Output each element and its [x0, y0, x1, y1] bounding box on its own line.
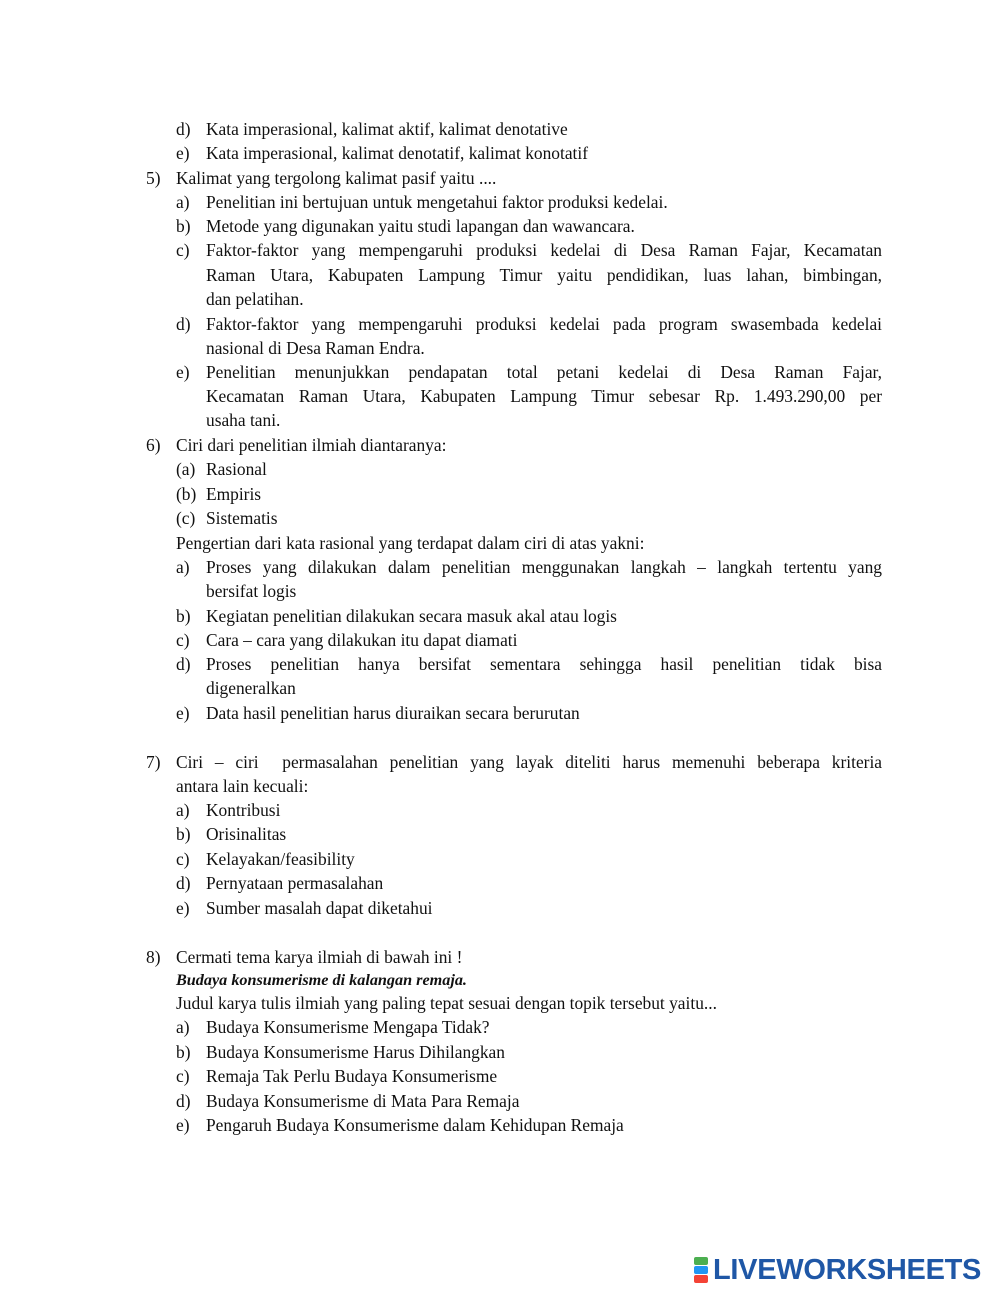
question-number: 8) — [146, 947, 161, 967]
list-label: (b) — [176, 484, 197, 504]
q5-option-d-line1: Faktor-faktor yang mempengaruhi produksi kedelai pada program swasembada kedelai — [206, 314, 882, 334]
q5-option-b: Metode yang digunakan yaitu studi lapangan dan wawancara. — [206, 216, 635, 236]
option-label: b) — [176, 606, 191, 626]
q5-option-c-line1: Faktor-faktor yang mempengaruhi produksi kedelai di Desa Raman Fajar, Kecamatan — [206, 240, 882, 260]
option-label: a) — [176, 192, 190, 212]
list-label: (c) — [176, 508, 196, 528]
option-label: b) — [176, 824, 191, 844]
q8-stem: Cermati tema karya ilmiah di bawah ini ! — [176, 947, 463, 967]
option-label: b) — [176, 1042, 191, 1062]
q6-subquestion: Pengertian dari kata rasional yang terdapat dalam ciri di atas yakni: — [176, 533, 645, 553]
q4-option-d: Kata imperasional, kalimat aktif, kalimat denotative — [206, 119, 568, 139]
q8-option-e: Pengaruh Budaya Konsumerisme dalam Kehidupan Remaja — [206, 1115, 624, 1135]
option-label: c) — [176, 630, 190, 650]
option-label: d) — [176, 654, 191, 674]
option-label: d) — [176, 119, 191, 139]
q8-theme: Budaya konsumerisme di kalangan remaja. — [176, 971, 467, 989]
option-label: c) — [176, 849, 190, 869]
q5-option-a: Penelitian ini bertujuan untuk mengetahui faktor produksi kedelai. — [206, 192, 668, 212]
q6-stem: Ciri dari penelitian ilmiah diantaranya: — [176, 435, 447, 455]
option-label: b) — [176, 216, 191, 236]
q5-option-c-line2: Raman Utara, Kabupaten Lampung Timur yaitu pendidikan, luas lahan, bimbingan, — [206, 265, 882, 285]
option-label: a) — [176, 1017, 190, 1037]
option-label: d) — [176, 873, 191, 893]
q4-option-e: Kata imperasional, kalimat denotatif, kalimat konotatif — [206, 143, 588, 163]
question-number: 5) — [146, 168, 161, 188]
option-label: e) — [176, 143, 190, 163]
option-label: a) — [176, 557, 190, 577]
q5-option-e-line2: Kecamatan Raman Utara, Kabupaten Lampung Timur sebesar Rp. 1.493.290,00 per — [206, 386, 882, 406]
q8-option-b: Budaya Konsumerisme Harus Dihilangkan — [206, 1042, 505, 1062]
q8-option-c: Remaja Tak Perlu Budaya Konsumerisme — [206, 1066, 498, 1086]
option-label: e) — [176, 362, 190, 382]
question-number: 7) — [146, 752, 161, 772]
q6-option-a-line1: Proses yang dilakukan dalam penelitian menggunakan langkah – langkah tertentu yang — [206, 557, 882, 577]
q7-option-e: Sumber masalah dapat diketahui — [206, 898, 433, 918]
q8-option-d: Budaya Konsumerisme di Mata Para Remaja — [206, 1091, 520, 1111]
liveworksheets-blocks-icon — [694, 1256, 710, 1284]
option-label: d) — [176, 314, 191, 334]
list-label: (a) — [176, 459, 196, 479]
q6-option-d-line1: Proses penelitian hanya bersifat sementara sehingga hasil penelitian tidak bisa — [206, 654, 882, 674]
q7-option-b: Orisinalitas — [206, 824, 287, 844]
option-label: e) — [176, 1115, 190, 1135]
option-label: c) — [176, 1066, 190, 1086]
q6-item-sistematis: Sistematis — [206, 508, 278, 528]
q7-option-a: Kontribusi — [206, 800, 281, 820]
option-label: d) — [176, 1091, 191, 1111]
q5-stem: Kalimat yang tergolong kalimat pasif yaitu .... — [176, 168, 497, 188]
question-number: 6) — [146, 435, 161, 455]
q8-option-a: Budaya Konsumerisme Mengapa Tidak? — [206, 1017, 490, 1037]
option-label: e) — [176, 703, 190, 723]
option-label: c) — [176, 240, 190, 260]
liveworksheets-logo — [694, 1255, 990, 1285]
q6-option-a-line2: bersifat logis — [206, 581, 297, 601]
q6-item-empiris: Empiris — [206, 484, 262, 504]
q5-option-d-line2: nasional di Desa Raman Endra. — [206, 338, 425, 358]
q7-stem-line2: antara lain kecuali: — [176, 776, 309, 796]
q8-subquestion: Judul karya tulis ilmiah yang paling tepat sesuai dengan topik tersebut yaitu... — [176, 993, 717, 1013]
q6-option-c: Cara – cara yang dilakukan itu dapat diamati — [206, 630, 518, 650]
q6-option-d-line2: digeneralkan — [206, 678, 296, 698]
option-label: e) — [176, 898, 190, 918]
q6-option-e: Data hasil penelitian harus diuraikan secara berurutan — [206, 703, 580, 723]
q6-item-rasional: Rasional — [206, 459, 267, 479]
q7-stem-line1: Ciri – ciri permasalahan penelitian yang layak diteliti harus memenuhi beberapa kriteria — [176, 752, 882, 772]
option-label: a) — [176, 800, 190, 820]
q7-option-d: Pernyataan permasalahan — [206, 873, 384, 893]
q5-option-c-line3: dan pelatihan. — [206, 289, 304, 309]
logo-wordmark: LIVEWORKSHEETS — [713, 1254, 982, 1286]
q5-option-e-line3: usaha tani. — [206, 410, 281, 430]
q7-option-c: Kelayakan/feasibility — [206, 849, 355, 869]
q6-option-b: Kegiatan penelitian dilakukan secara masuk akal atau logis — [206, 606, 617, 626]
q5-option-e-line1: Penelitian menunjukkan pendapatan total petani kedelai di Desa Raman Fajar, — [206, 362, 882, 382]
